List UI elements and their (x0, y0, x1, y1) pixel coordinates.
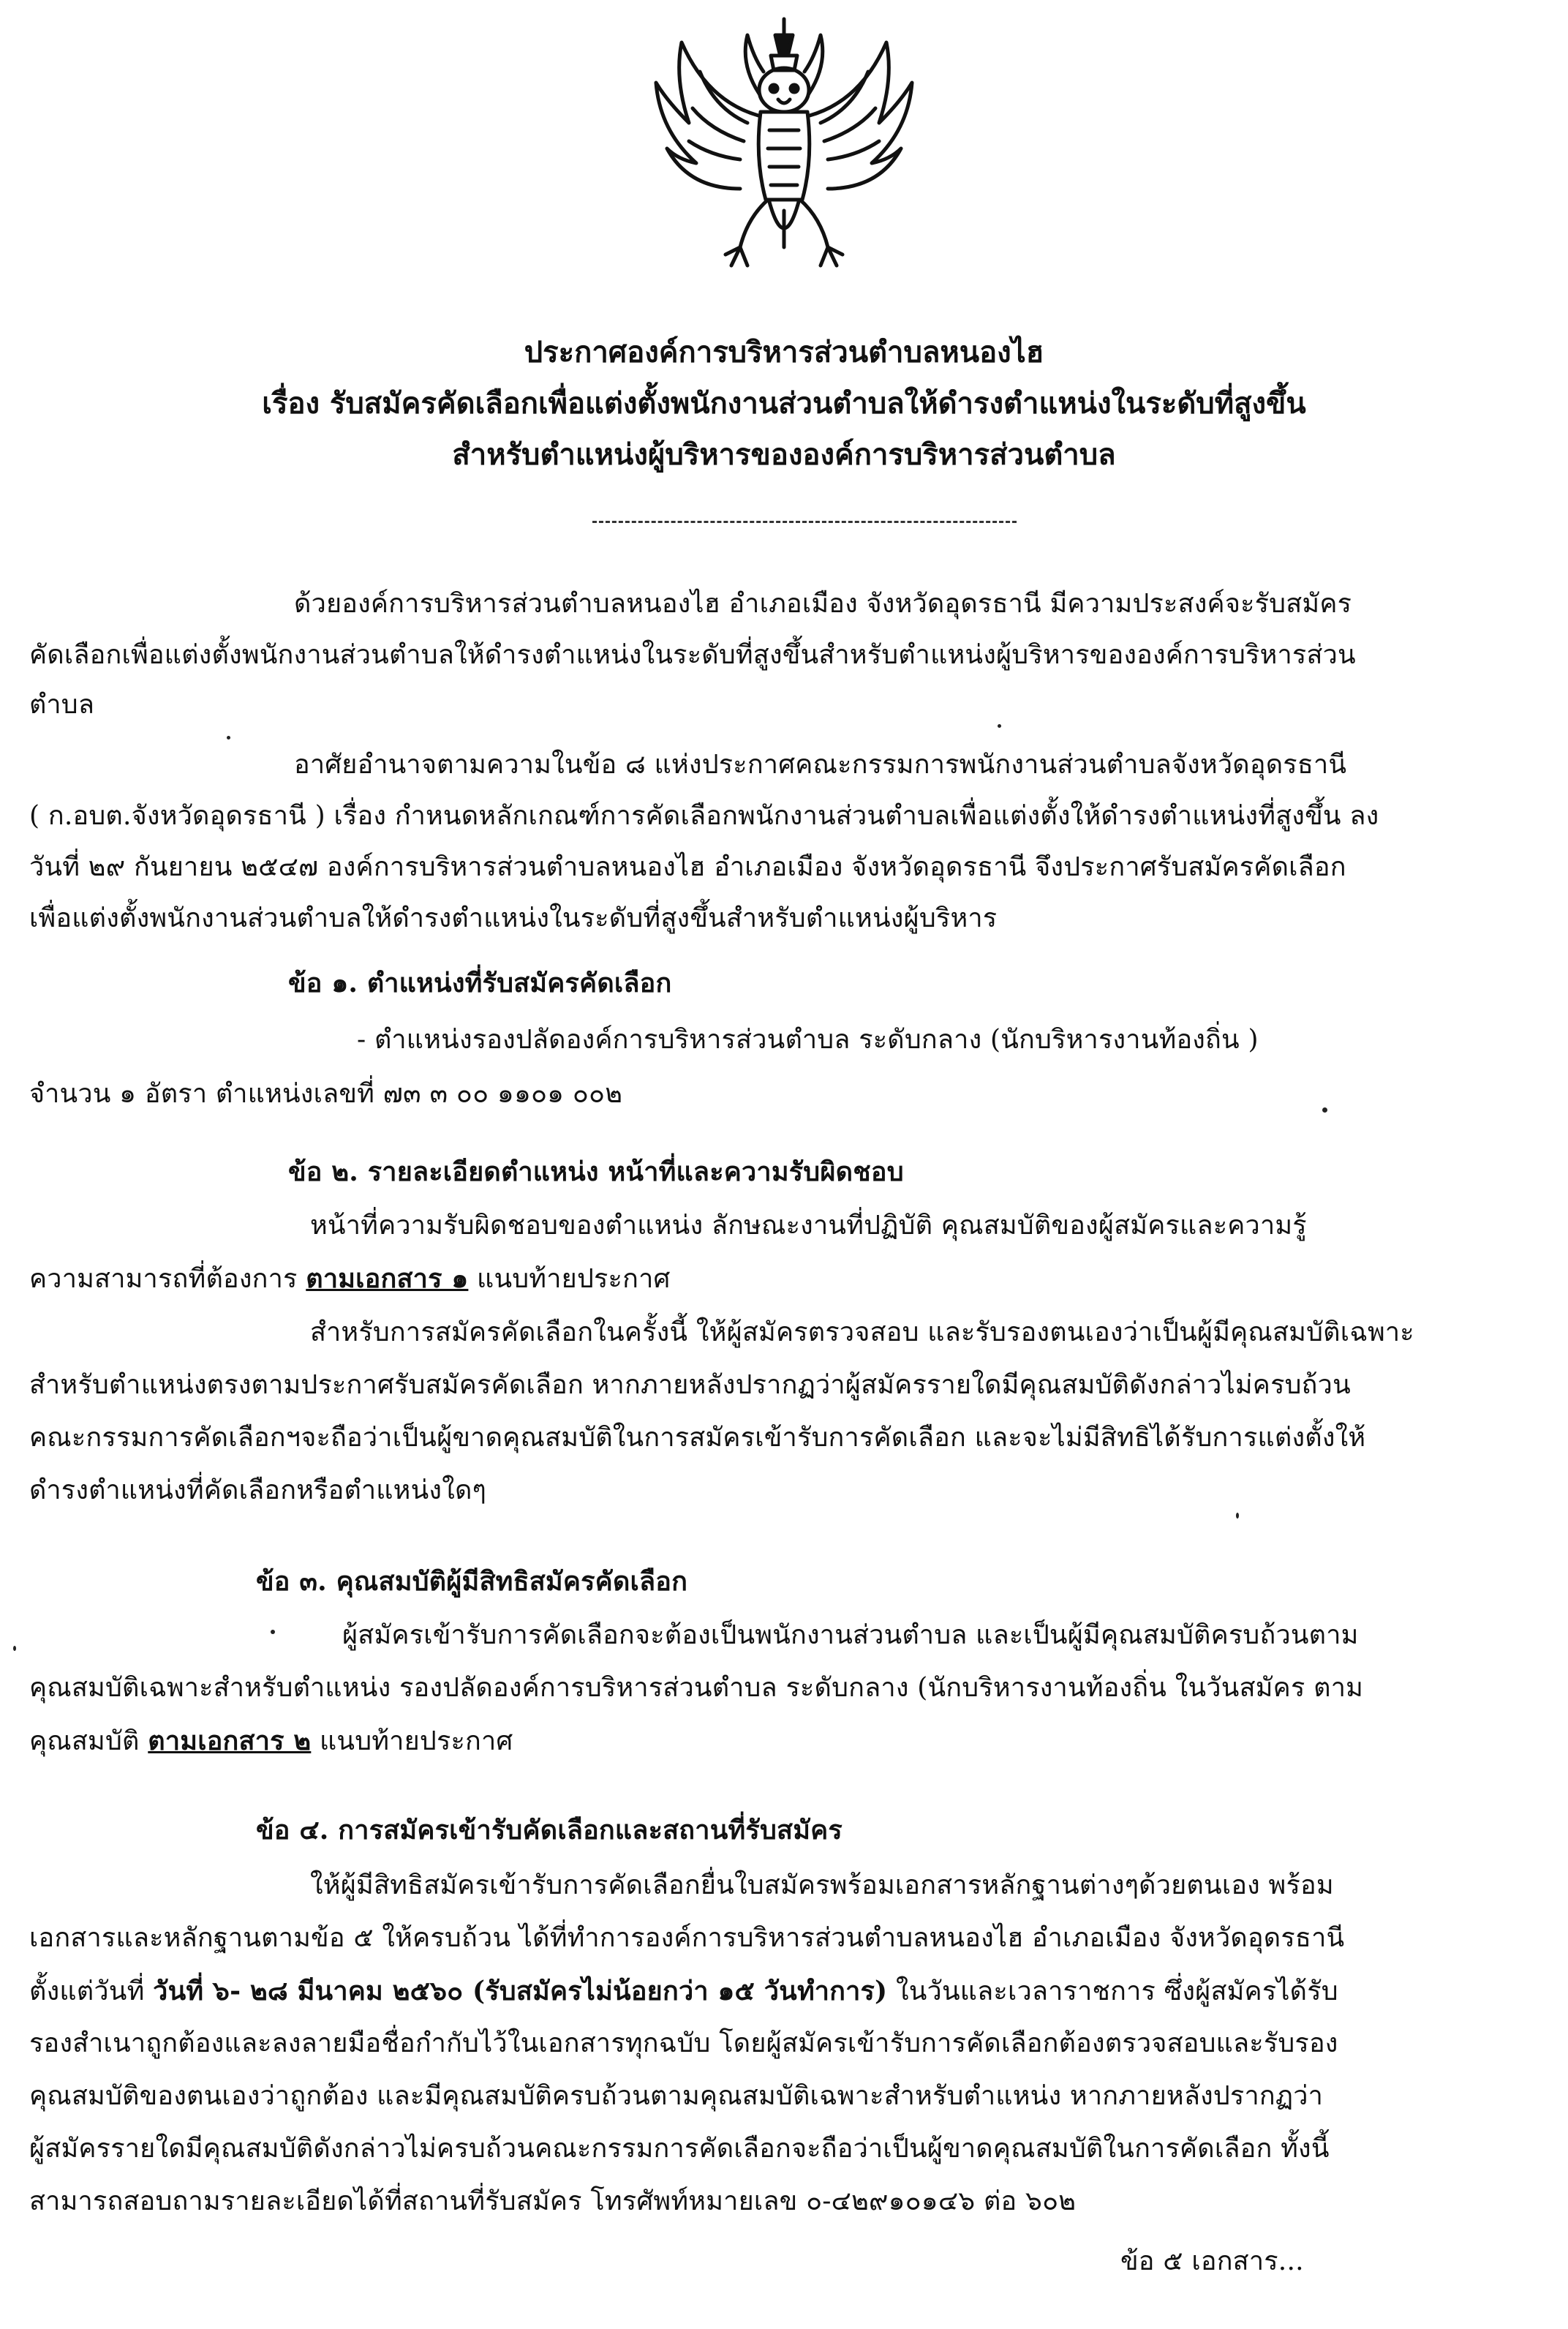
scan-speck (1322, 1107, 1327, 1113)
section-4-line: ผู้สมัครรายใดมีคุณสมบัติดังกล่าวไม่ครบถ้วนคณะกรรมการคัดเลือกจะถือว่าเป็นผู้ขาดคุณสมบัติในการคัดเลือก ทั้งนี้ (29, 2134, 1330, 2164)
section-2-line: ดำรงตำแหน่งที่คัดเลือกหรือตำแหน่งใดๆ (29, 1475, 487, 1505)
section-4-line: เอกสารและหลักฐานตามข้อ ๕ ให้ครบถ้วน ได้ที่ทำการองค์การบริหารส่วนตำบลหนองไฮ อำเภอเมือง จังหวัดอุดรธานี (29, 1923, 1345, 1953)
scan-speck (998, 724, 1001, 728)
attachment-2-reference: ตามเอกสาร ๒ (148, 1726, 312, 1756)
announcement-subject: เรื่อง รับสมัครคัดเลือกเพื่อแต่งตั้งพนักงานส่วนตำบลให้ดำรงตำแหน่งในระดับที่สูงขึ้น (262, 386, 1306, 421)
section-2-line: คณะกรรมการคัดเลือกฯจะถือว่าเป็นผู้ขาดคุณสมบัติในการสมัครเข้ารับการคัดเลือก และจะไม่มีสิทธิได้รับการแต่งตั้งให้ (29, 1423, 1366, 1453)
scan-speck (13, 1646, 16, 1651)
scan-speck (1236, 1513, 1239, 1519)
section-4-line (29, 1971, 1338, 2012)
section-4-line: สามารถสอบถามรายละเอียดได้ที่สถานที่รับสมัคร โทรศัพท์หมายเลข ๐-๔๒๙๑๐๑๔๖ ต่อ ๖๐๒ (29, 2186, 1077, 2216)
section-3-title: ข้อ ๓. คุณสมบัติผู้มีสิทธิสมัครคัดเลือก (256, 1566, 688, 1597)
title-divider (592, 521, 1017, 523)
section-3-line: คุณสมบัติเฉพาะสำหรับตำแหน่ง รองปลัดองค์การบริหารส่วนตำบล ระดับกลาง (นักบริหารงานท้องถิ่น ในวันสมัคร ตาม (29, 1673, 1364, 1703)
authority-line: อาศัยอำนาจตามความในข้อ ๘ แห่งประกาศคณะกรรมการพนักงานส่วนตำบลจังหวัดอุดรธานี (294, 750, 1347, 780)
section-2-line (29, 1258, 671, 1300)
scan-speck (227, 736, 230, 740)
section-4-text: ในวันและเวลาราชการ ซึ่งผู้สมัครได้รับ (895, 1976, 1338, 2006)
intro-line: ตำบล (29, 690, 95, 720)
intro-line: ด้วยองค์การบริหารส่วนตำบลหนองไฮ อำเภอเมือง จังหวัดอุดรธานี มีความประสงค์จะรับสมัคร (294, 589, 1352, 619)
section-2-title: ข้อ ๒. รายละเอียดตำแหน่ง หน้าที่และความรับผิดชอบ (288, 1156, 904, 1187)
section-4-line: คุณสมบัติของตนเองว่าถูกต้อง และมีคุณสมบัติครบถ้วนตามคุณสมบัติเฉพาะสำหรับตำแหน่ง หากภายหลังปรากฏว่า (29, 2081, 1324, 2111)
section-4-line: ให้ผู้มีสิทธิสมัครเข้ารับการคัดเลือกยื่นใบสมัครพร้อมเอกสารหลักฐานต่างๆด้วยตนเอง พร้อม (310, 1870, 1334, 1900)
section-1-line: จำนวน ๑ อัตรา ตำแหน่งเลขที่ ๗๓ ๓ ๐๐ ๑๑๐๑ ๐๐๒ (29, 1079, 623, 1109)
announcement-subject-line2: สำหรับตำแหน่งผู้บริหารขององค์การบริหารส่วนตำบล (452, 437, 1116, 472)
authority-line: วันที่ ๒๙ กันยายน ๒๕๔๗ องค์การบริหารส่วนตำบลหนองไฮ อำเภอเมือง จังหวัดอุดรธานี จึงประกาศรับสมัครคัดเลือก (29, 852, 1346, 882)
application-period: วันที่ ๖- ๒๘ มีนาคม ๒๕๖๐ (รับสมัครไม่น้อยกว่า ๑๕ วันทำการ) (153, 1976, 888, 2006)
section-3-line (29, 1720, 513, 1762)
page-continuation: ข้อ ๕ เอกสาร... (1120, 2246, 1304, 2276)
section-2-text: แนบท้ายประกาศ (477, 1264, 671, 1294)
attachment-1-reference: ตามเอกสาร ๑ (306, 1263, 469, 1294)
section-1-line: - ตำแหน่งรองปลัดองค์การบริหารส่วนตำบล ระดับกลาง (นักบริหารงานท้องถิ่น ) (357, 1025, 1259, 1055)
section-2-line: หน้าที่ความรับผิดชอบของตำแหน่ง ลักษณะงานที่ปฏิบัติ คุณสมบัติของผู้สมัครและความรู้ (310, 1211, 1307, 1241)
section-2-line: สำหรับการสมัครคัดเลือกในครั้งนี้ ให้ผู้สมัครตรวจสอบ และรับรองตนเองว่าเป็นผู้มีคุณสมบัติเฉพาะ (310, 1317, 1414, 1347)
section-3-text: แนบท้ายประกาศ (319, 1726, 513, 1756)
section-3-line: ผู้สมัครเข้ารับการคัดเลือกจะต้องเป็นพนักงานส่วนตำบล และเป็นผู้มีคุณสมบัติครบถ้วนตาม (342, 1620, 1359, 1650)
section-4-line: รองสำเนาถูกต้องและลงลายมือชื่อกำกับไว้ในเอกสารทุกฉบับ โดยผู้สมัครเข้ารับการคัดเลือกต้องตรวจสอบและรับรอง (29, 2028, 1338, 2058)
authority-line: ( ก.อบต.จังหวัดอุดรธานี ) เรื่อง กำหนดหลักเกณฑ์การคัดเลือกพนักงานส่วนตำบลเพื่อแต่งตั้งให้ดำรงตำแหน่งที่สูงขึ้น ลง (29, 801, 1379, 831)
announcement-title: ประกาศองค์การบริหารส่วนตำบลหนองไฮ (524, 335, 1044, 369)
section-2-text: ความสามารถที่ต้องการ (29, 1264, 298, 1294)
section-2-line: สำหรับตำแหน่งตรงตามประกาศรับสมัครคัดเลือก หากภายหลังปรากฏว่าผู้สมัครรายใดมีคุณสมบัติดังกล่าวไม่ครบถ้วน (29, 1370, 1351, 1400)
garuda-emblem-icon (638, 13, 930, 284)
section-3-text: คุณสมบัติ (29, 1726, 140, 1756)
scan-speck (271, 1630, 275, 1634)
section-4-title: ข้อ ๔. การสมัครเข้ารับคัดเลือกและสถานที่รับสมัคร (256, 1815, 843, 1845)
section-1-title: ข้อ ๑. ตำแหน่งที่รับสมัครคัดเลือก (288, 968, 672, 998)
authority-line: เพื่อแต่งตั้งพนักงานส่วนตำบลให้ดำรงตำแหน่งในระดับที่สูงขึ้นสำหรับตำแหน่งผู้บริหาร (29, 903, 998, 933)
section-4-text: ตั้งแต่วันที่ (29, 1976, 145, 2006)
intro-line: คัดเลือกเพื่อแต่งตั้งพนักงานส่วนตำบลให้ดำรงตำแหน่งในระดับที่สูงขึ้นสำหรับตำแหน่งผู้บริหารขององค์การบริหารส่วน (29, 640, 1356, 670)
